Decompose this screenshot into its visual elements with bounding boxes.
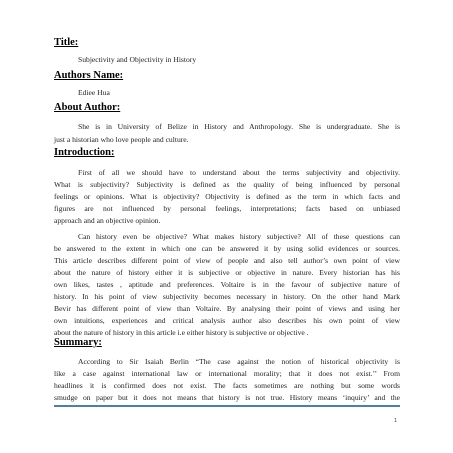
intro-para2-line: about the nature of history in this article i.e either history is subjective or objective .	[54, 328, 309, 337]
author-name: Ediee Hua	[78, 88, 110, 97]
authors-heading: Authors Name:	[54, 70, 124, 81]
footer-rule	[54, 405, 400, 407]
summary-line: like a case against international law or international morality; that it does not exist.’’ From	[54, 369, 400, 378]
intro-para1-line: approach and an objective opinion.	[54, 216, 161, 225]
title-heading: Title:	[54, 37, 79, 48]
intro-para1-line: What is subjectivity? Subjectivity is defined as the quality of being influenced by personal	[54, 180, 400, 189]
introduction-heading: Introduction:	[54, 147, 115, 158]
about-line: She is in University of Belize in History and Anthropology. She is undergraduate. She is	[78, 122, 400, 131]
intro-para1-line: figures are not influenced by personal feelings, interpretations; facts based on unbiased	[54, 204, 400, 213]
intro-para2-line: history. In his point of view subjectivity becomes necessary in history. On the other hand Mark	[54, 292, 400, 301]
intro-para2-line: This article describes different point of view of people and also tell author’s own point of view	[54, 256, 400, 265]
title-text: Subjectivity and Objectivity in History	[78, 55, 197, 64]
intro-para2-line: about the nature of history either it is subjective or objective in nature. Every historian has his	[54, 268, 400, 277]
summary-line: smudge on paper but it does not means that history is not true. History means ‘inquiry’ and the	[54, 393, 400, 402]
summary-heading: Summary:	[54, 337, 102, 348]
intro-para2-line: own intuitions, experiences and critical analysis author also describes his own point of view	[54, 316, 400, 325]
intro-para2-line: be answered to the extent in which one can be answered it by using solid evidences or sources.	[54, 244, 400, 253]
summary-line: headlines it is confirmed does not exist. The facts sometimes are nothing but some words	[54, 381, 400, 390]
summary-line: According to Sir Isaiah Berlin “The case against the notion of historical objectivity is	[78, 357, 400, 366]
intro-para1-line: First of all we should have to understand about the terms subjectivity and objectivity.	[78, 168, 400, 177]
page-number: 1	[394, 418, 398, 424]
about-line: just a historian who love people and culture.	[54, 135, 189, 144]
intro-para2-line: Bevir has different point of view than Voltaire. By analysing their point of views and using her	[54, 304, 400, 313]
intro-para2-line: own likes, tastes , aptitude and preferences. Voltaire is in the favour of subjective nature of	[54, 280, 400, 289]
about-heading: About Author:	[54, 102, 121, 113]
intro-para2-line: Can history even be objective? What makes history subjective? All of these questions can	[78, 232, 400, 241]
intro-para1-line: feelings or opinions. What is objectivity? Objectivity is defined as the term in which facts and	[54, 192, 400, 201]
